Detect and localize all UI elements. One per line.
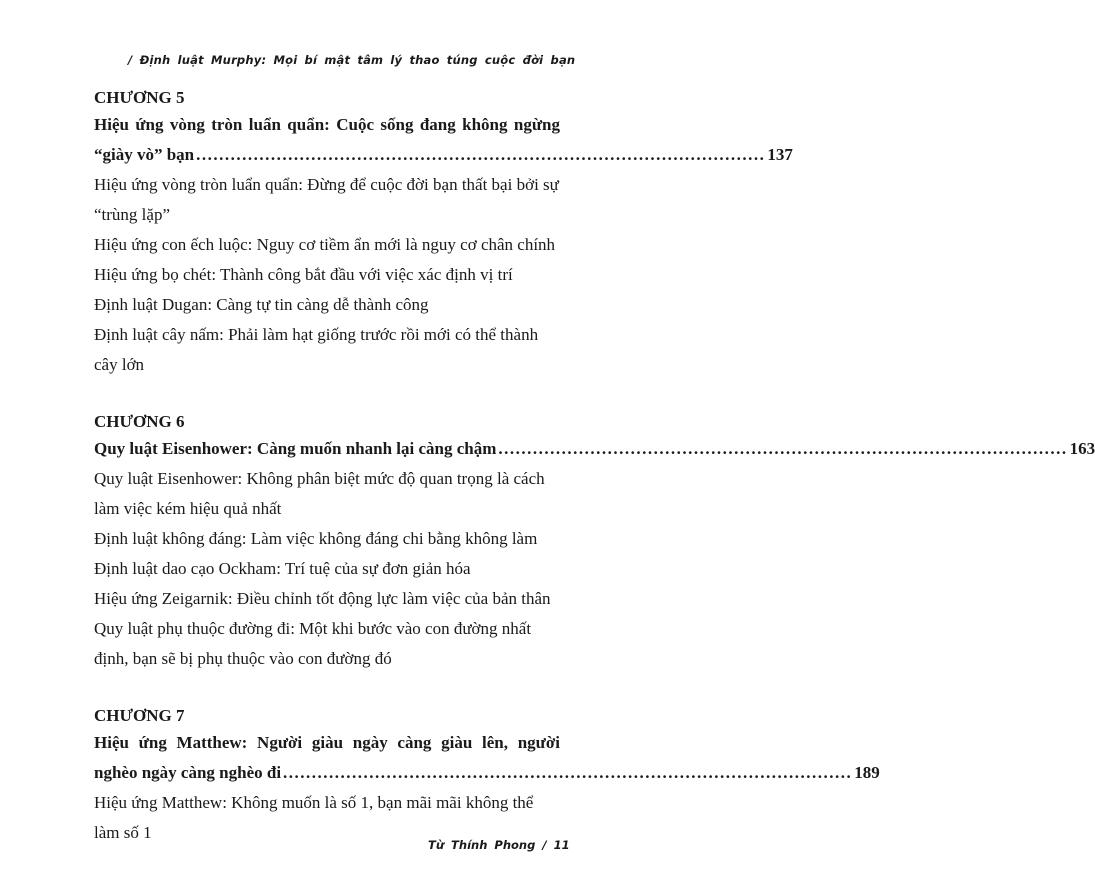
chapter-6 bbox=[94, 410, 1095, 674]
toc-entry[interactable]: Định luật Dugan: Càng tự tin càng dễ thành công bbox=[94, 295, 429, 314]
chapter-title-text: Quy luật Eisenhower: Càng muốn nhanh lại càng chậm bbox=[94, 439, 497, 458]
chapter-title-last-line bbox=[94, 140, 793, 170]
chapter-title-line: Hiệu ứng vòng tròn luẩn quẩn: Cuộc sống đang không ngừng bbox=[94, 115, 560, 134]
dot-leader: ................................................................................................... bbox=[196, 145, 766, 164]
chapter-page-number: 137 bbox=[767, 145, 793, 164]
chapter-5 bbox=[94, 86, 793, 380]
chapter-title-last-line bbox=[94, 758, 880, 788]
toc-entry[interactable]: Quy luật Eisenhower: Không phân biệt mức độ quan trọng là cách làm việc kém hiệu quả nhất bbox=[94, 469, 545, 518]
toc-entry[interactable]: Quy luật phụ thuộc đường đi: Một khi bước vào con đường nhất định, bạn sẽ bị phụ thuộc vào con đường đó bbox=[94, 619, 532, 668]
toc-entry[interactable]: Hiệu ứng vòng tròn luẩn quẩn: Đừng để cuộc đời bạn thất bại bởi sự “trùng lặp” bbox=[94, 175, 559, 224]
chapter-title-last-line bbox=[94, 434, 1095, 464]
chapter-title[interactable] bbox=[94, 728, 880, 788]
chapter-page-number: 189 bbox=[854, 763, 880, 782]
footer-separator: / bbox=[542, 838, 547, 852]
toc-entry[interactable]: Hiệu ứng Matthew: Không muốn là số 1, bạn mãi mãi không thể làm số 1 bbox=[94, 793, 534, 842]
chapter-title-line: Hiệu ứng Matthew: Người giàu ngày càng giàu lên, người bbox=[94, 733, 560, 752]
chapter-heading: CHƯƠNG 6 bbox=[94, 412, 185, 431]
running-footer bbox=[428, 838, 570, 852]
dot-leader: ................................................................................................... bbox=[283, 763, 853, 782]
chapter-title-text: “giày vò” bạn bbox=[94, 145, 195, 164]
toc-entry[interactable]: Hiệu ứng Zeigarnik: Điều chỉnh tốt động lực làm việc của bản thân bbox=[94, 589, 551, 608]
chapter-page-number: 163 bbox=[1069, 439, 1095, 458]
toc-entry[interactable]: Định luật dao cạo Ockham: Trí tuệ của sự đơn giản hóa bbox=[94, 559, 471, 578]
page-number: 11 bbox=[553, 838, 570, 852]
footer-author: Từ Thính Phong bbox=[428, 838, 536, 852]
chapter-heading: CHƯƠNG 7 bbox=[94, 706, 185, 725]
toc-entry[interactable]: Hiệu ứng bọ chét: Thành công bắt đầu với việc xác định vị trí bbox=[94, 265, 513, 284]
chapter-heading: CHƯƠNG 5 bbox=[94, 88, 185, 107]
chapter-title[interactable] bbox=[94, 434, 1095, 464]
running-header: / Định luật Murphy: Mọi bí mật tâm lý thao túng cuộc đời bạn bbox=[128, 53, 576, 67]
chapter-title-text: nghèo ngày càng nghèo đi bbox=[94, 763, 282, 782]
dot-leader: ................................................................................................... bbox=[498, 439, 1068, 458]
chapter-title[interactable] bbox=[94, 110, 793, 170]
toc-entry[interactable]: Hiệu ứng con ếch luộc: Nguy cơ tiềm ẩn mới là nguy cơ chân chính bbox=[94, 235, 556, 254]
toc-entry[interactable]: Định luật cây nấm: Phải làm hạt giống trước rồi mới có thể thành cây lớn bbox=[94, 325, 539, 374]
toc-entry[interactable]: Định luật không đáng: Làm việc không đáng chi bằng không làm bbox=[94, 529, 538, 548]
